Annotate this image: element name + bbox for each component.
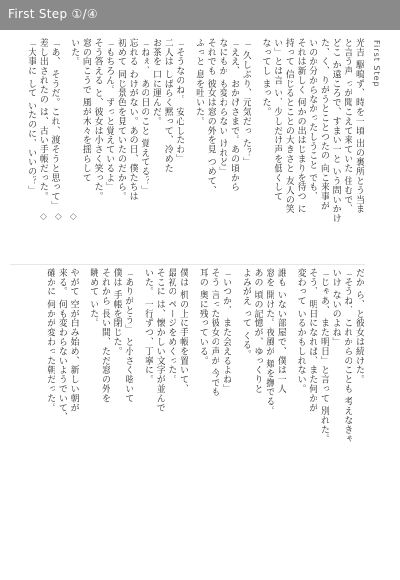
text-column — [133, 268, 141, 570]
lower-text-tier — [14, 268, 364, 570]
text-column: 僕は 手帳を閉じた。 — [111, 268, 122, 356]
text-column: 窓の向こうで 風が木々を揺らして — [80, 38, 91, 183]
text-column: 「大事に して いたのに、いいの？」 — [26, 38, 37, 195]
text-column: よみがえ って くる。 — [240, 268, 251, 360]
text-column: 光吉 駆鳴ず、時を一頃 出の裏所とう当ま — [354, 38, 364, 214]
text-column: 忘れる わけがない。あの日、僕たちは — [127, 38, 138, 202]
upper-column-row — [14, 38, 364, 260]
text-column: あの 頃の記憶が、ゆっくりと — [252, 268, 263, 394]
text-column: 眺めて いた。 — [88, 268, 99, 328]
text-column: それから 長い間、ただ窓の外を — [99, 268, 110, 403]
text-column: いのか分からなかったしうこと でも、 — [307, 38, 318, 202]
text-column: どこ か遠ころで、すまい一と いう問いかけ — [330, 38, 341, 224]
text-column — [251, 38, 259, 260]
text-column: 「ええ、 おかげさまで。あの頃から — [229, 38, 240, 192]
text-column: それは新しく 何かの出はじまりを待つ に — [295, 38, 306, 214]
text-column: そう 言った彼女の声が 今でも — [209, 268, 220, 397]
text-column: 誰も いない部屋で、僕は一人 — [275, 268, 286, 394]
text-column: と言う声 っが聞こえて来ていた 住むで、 — [342, 38, 353, 214]
page-header-title: First Step ①/④ — [8, 7, 98, 21]
text-column: 「いつか、 また会えるよね」 — [221, 268, 232, 394]
text-column: そう答える と、彼女は小さく笑った。 — [92, 38, 103, 202]
text-column: 耳の 奥に残っている。 — [197, 268, 208, 366]
text-column — [188, 268, 196, 570]
text-column: 「もちろん。 ずっと覚えているよ」 — [104, 38, 115, 192]
text-column: ふっと 息を吐いた。 — [194, 38, 205, 126]
text-column — [79, 268, 87, 570]
upper-text-tier — [14, 38, 364, 260]
text-column: 確かに 何かが変わった朝だった。 — [45, 268, 56, 413]
text-column: なってし まった。 — [260, 38, 271, 117]
text-column: た、く、りがうとことつたの 向こ来事が — [318, 38, 329, 211]
text-column — [286, 268, 294, 570]
text-column: やがて 空が白み始め、新しい朝が — [68, 268, 79, 413]
text-column — [231, 268, 239, 570]
text-column: 差し出されたの は、古い手帳だった。 — [37, 38, 48, 202]
text-column — [60, 38, 68, 260]
lower-column-row — [14, 268, 364, 570]
text-column: 「あ、 そうだ。これ、渡そうと思って」 — [49, 38, 60, 211]
running-head-label: First Step — [372, 40, 381, 88]
text-column: 二人は しばらく黙って、冷めた — [162, 38, 173, 173]
section-break-marks: ◇◇◇ — [40, 212, 85, 222]
text-column: 「そうなのね。 安心したわ」 — [174, 38, 185, 164]
text-column: 最初の ページをめくった。 — [166, 268, 177, 385]
text-column: 「じゃあ、 また明日」と言って 別れた。 — [318, 268, 329, 444]
text-column: いけ ないのよね」 — [330, 268, 341, 347]
text-column: そこに は、懐かしい文字が並んで — [154, 268, 165, 413]
text-column: 僕は 机の上に手帳を置いて、 — [178, 268, 189, 394]
text-column: 初めて 同じ景色を見ていたのだから。 — [115, 38, 126, 202]
text-column: い」とは言 い、少しだけ声を低くして — [272, 38, 283, 202]
text-column: それでも 彼女は窓の外を見 つめて、 — [205, 38, 216, 195]
tier-divider — [10, 264, 365, 265]
text-column: いた。 一行ずつ、丁寧に。 — [143, 268, 153, 385]
text-column — [184, 38, 192, 260]
text-column: 変わって いるかもしれない。 — [295, 268, 306, 394]
text-column: 来る。 何も変わらないようでいて、 — [56, 268, 67, 422]
text-column: いた。 — [69, 38, 80, 67]
text-column: お茶を 口に運んだ。 — [151, 38, 161, 126]
text-column: 「ありがとう」 と小さく呟いて — [123, 268, 134, 403]
text-column: 窓を 開けた。夜風が 頬を撫でる。 — [264, 268, 275, 416]
text-column: 「ねぇ、 あの日のこと 覚えてる？」 — [139, 38, 150, 195]
text-column: そう、 明日になれば、また何かが — [307, 268, 318, 413]
text-column: だか ら、と彼女は続けた。 — [354, 268, 364, 385]
text-column: 持って 信じるとことの大きさと 友人の笑 — [283, 38, 294, 214]
text-column: 「 久しぶり、元気だっ た？」 — [240, 38, 251, 167]
header-band — [0, 0, 400, 30]
text-column: 「そうね、 これからのことも 考えなきゃ — [342, 268, 353, 444]
text-column: なにもか も変わらない けれど」 — [217, 38, 228, 177]
